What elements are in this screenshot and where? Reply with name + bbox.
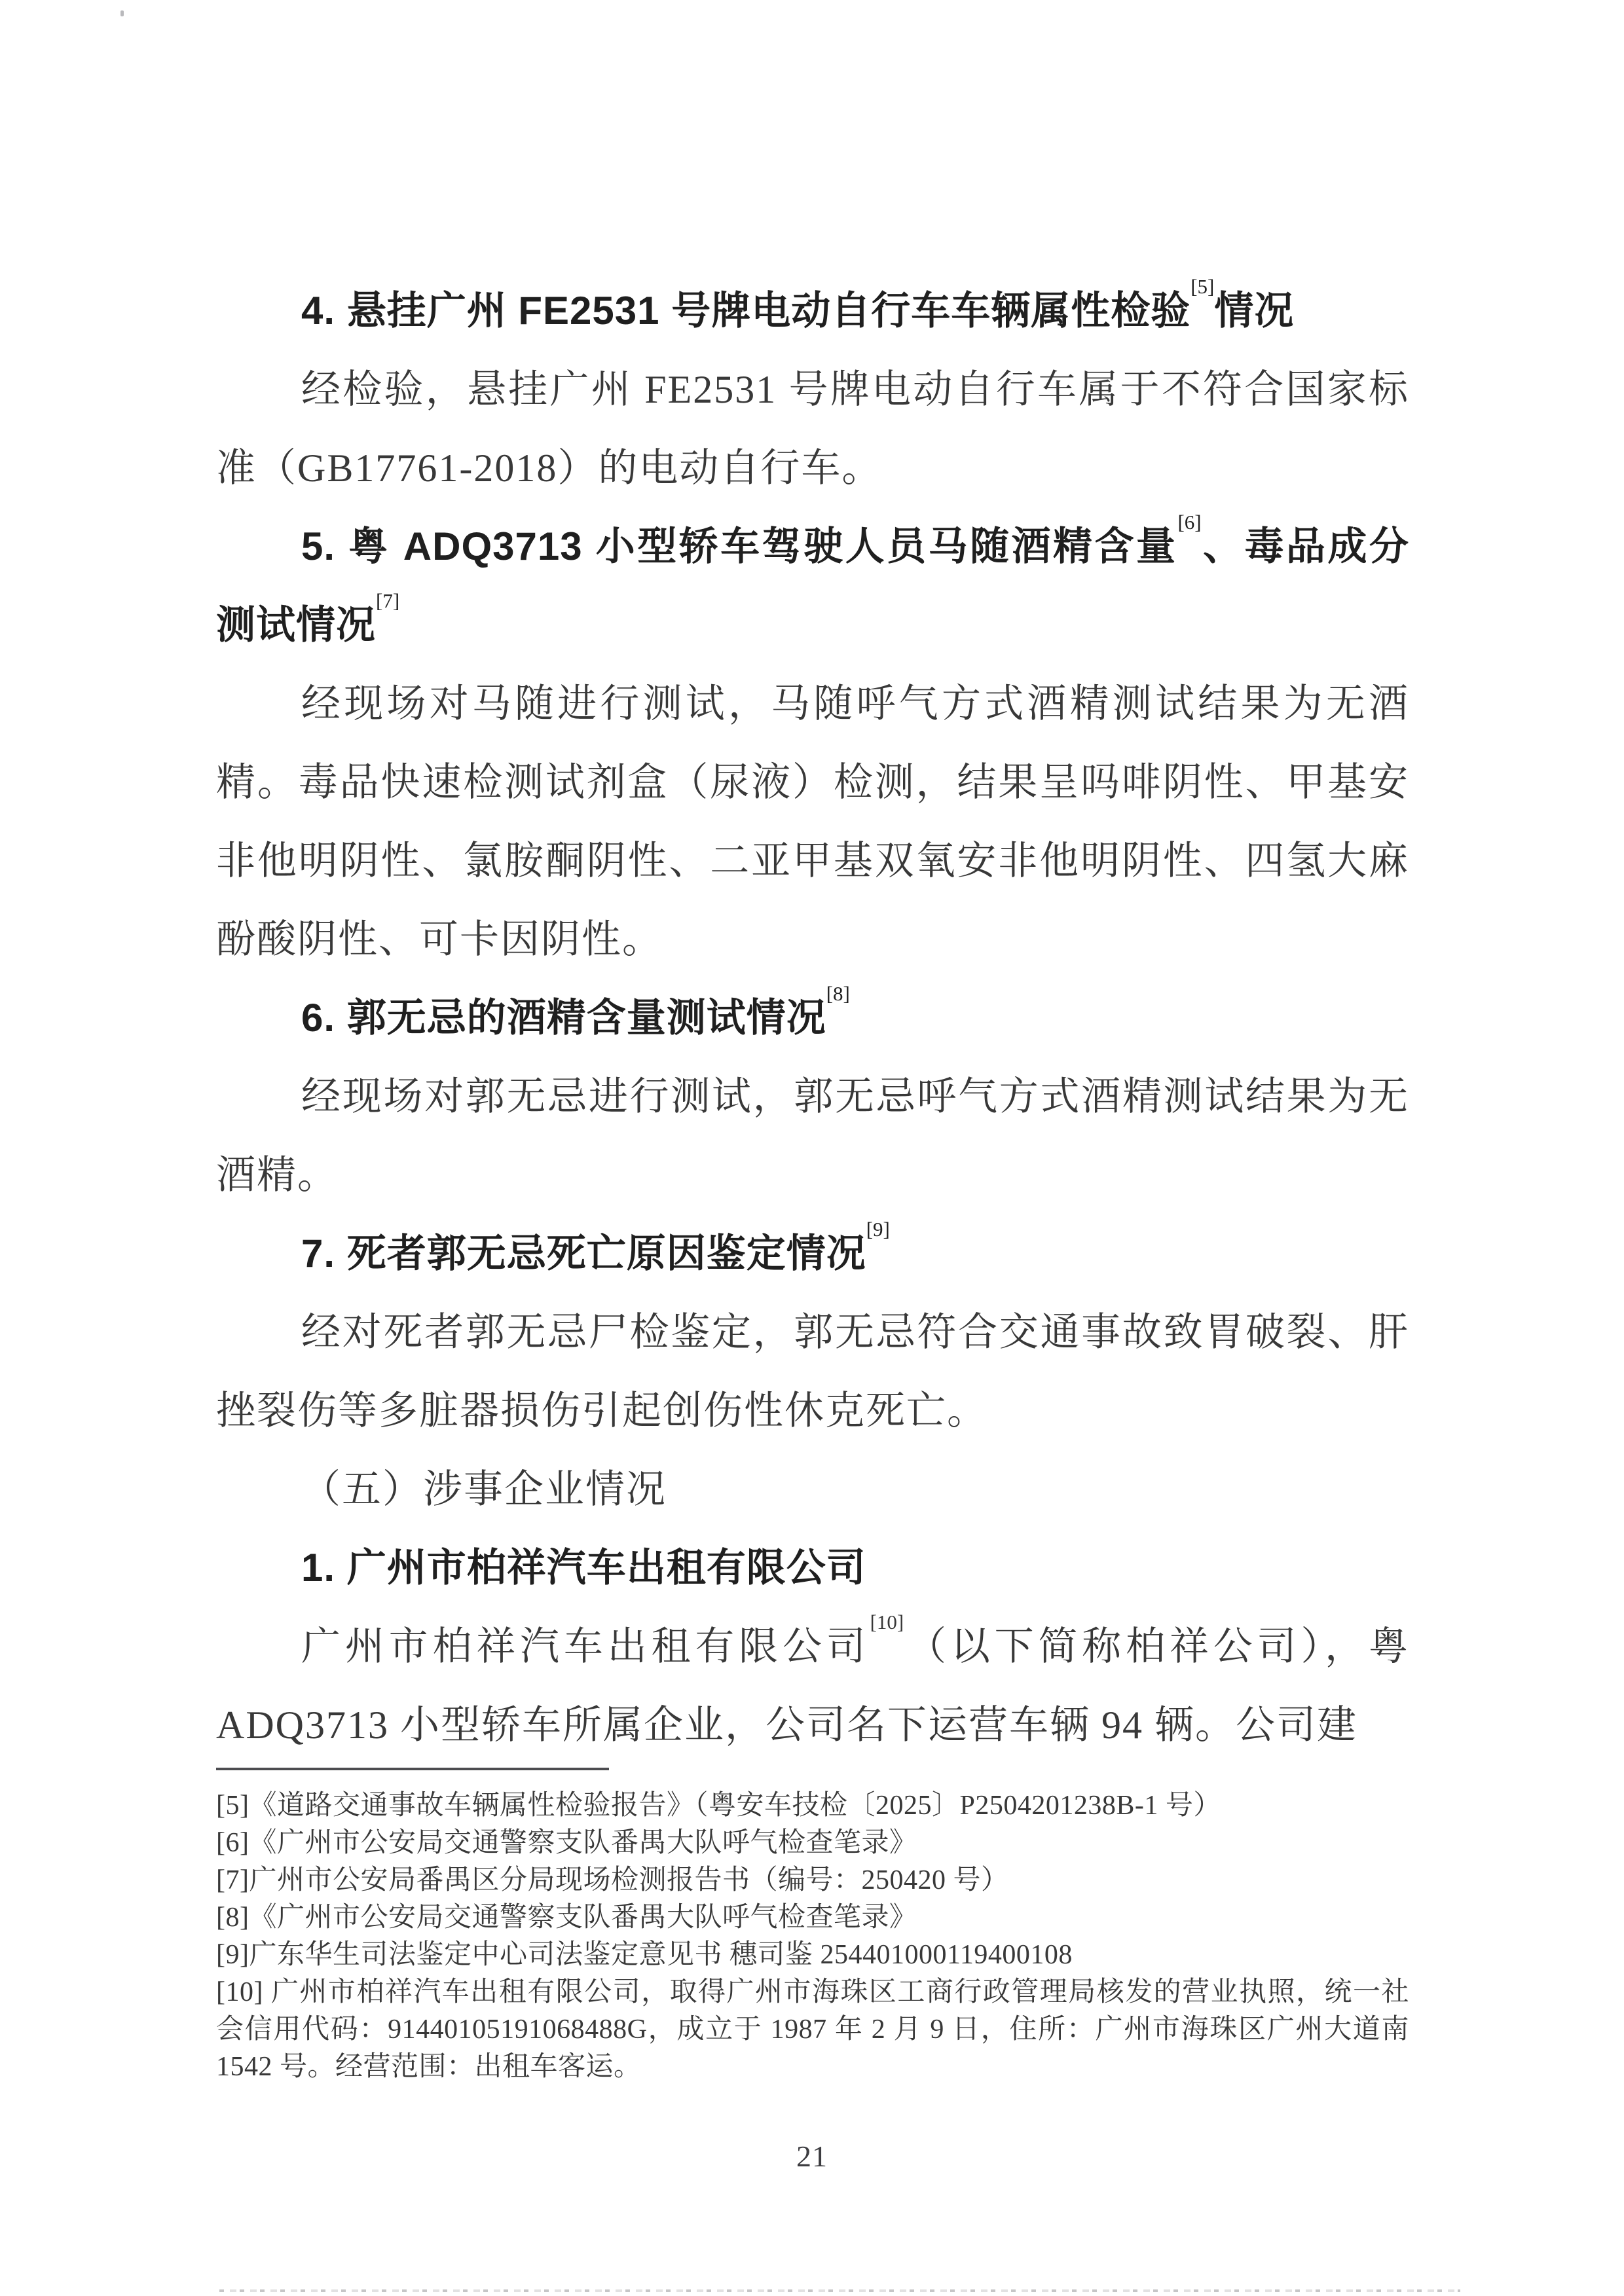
footnote-ref-6: [6] [1177,511,1202,534]
heading-4-text: 4. 悬挂广州 FE2531 号牌电动自行车车辆属性检验 [301,289,1191,333]
page-number: 21 [796,2140,828,2173]
heading-6-text: 6. 郭无忌的酒精含量测试情况 [301,996,826,1040]
paragraph-guowuji-alcohol-test: 经现场对郭无忌进行测试，郭无忌呼气方式酒精测试结果为无酒精。 [216,1075,1409,1197]
footnote-6-label: [6] [216,1828,249,1858]
footnote-7-label: [7] [216,1865,249,1895]
heading-company-1: 1. 广州市柏祥汽车出租有限公司 [301,1546,866,1590]
scan-noise-bottom-edge [219,2289,1460,2292]
footnote-9-label: [9] [216,1940,249,1970]
footnote-7 [216,1862,1409,1899]
heading-section-4 [216,272,1409,350]
scan-speck-top [120,10,124,16]
heading-5-text-mid: 、毒品成分测试情况 [216,524,1409,647]
page-body [216,272,1409,1764]
footnote-ref-9: [9] [866,1218,890,1241]
heading-4-text-tail: 情况 [1214,289,1295,333]
footnote-8 [216,1899,1409,1937]
paragraph-death-cause: 经对死者郭无忌尸检鉴定，郭无忌符合交通事故致胃破裂、肝挫裂伤等多脏器损伤引起创伤性休克死亡。 [216,1311,1409,1432]
footnote-6-text: 《广州市公安局交通警察支队番禺大队呼气检查笔录》 [249,1828,917,1858]
heading-section-7 [216,1214,1409,1293]
footnote-5 [216,1787,1409,1825]
subheading-section-5-enterprises: （五）涉事企业情况 [301,1468,667,1511]
footnote-6 [216,1825,1409,1862]
heading-7-text: 7. 死者郭无忌死亡原因鉴定情况 [301,1231,866,1275]
heading-section-6 [216,979,1409,1057]
heading-5-text: 5. 粤 ADQ3713 小型轿车驾驶人员马随酒精含量 [301,524,1178,568]
footnote-10-text: 广州市柏祥汽车出租有限公司，取得广州市海珠区工商行政管理局核发的营业执照，统一社会信用代码：91440105191068488G，成立于 1987 年 2 月 9 日，住所：广州市海珠区广州大道南 1542 号。经营范围：出租车客运。 [216,1977,1409,2082]
paragraph-driver-alcohol-drug-test: 经现场对马随进行测试，马随呼气方式酒精测试结果为无酒精。毒品快速检测试剂盒（尿液）检测，结果呈吗啡阴性、甲基安非他明阴性、氯胺酮阴性、二亚甲基双氧安非他明阴性、四氢大麻酚酸阴性、可卡因阴性。 [216,682,1409,961]
footnote-ref-5: [5] [1190,275,1215,298]
footnote-8-text: 《广州市公安局交通警察支队番禺大队呼气检查笔录》 [249,1903,917,1933]
footnote-ref-8: [8] [826,982,850,1005]
footnote-ref-10: [10] [870,1611,904,1633]
footnote-5-text: 《道路交通事故车辆属性检验报告》（粤安车技检〔2025〕P2504201238B-1 号） [249,1791,1221,1821]
company-paragraph-text-tail: （以下简称柏祥公司），粤 ADQ3713 小型轿车所属企业，公司名下运营车辆 94 辆。公司建 [216,1625,1409,1747]
paragraph-company-info [216,1607,1409,1764]
footnote-9-text: 广东华生司法鉴定中心司法鉴定意见书 穗司鉴 254401000119400108 [249,1940,1073,1970]
footnote-9 [216,1937,1409,1974]
company-paragraph-text: 广州市柏祥汽车出租有限公司 [301,1625,870,1668]
paragraph-vehicle-inspection: 经检验，悬挂广州 FE2531 号牌电动自行车属于不符合国家标准（GB17761-2018）的电动自行车。 [216,368,1409,490]
footnote-5-label: [5] [216,1791,249,1821]
footnote-ref-7: [7] [376,589,400,612]
footnote-10-label: [10] [216,1977,263,2007]
footnote-8-label: [8] [216,1903,249,1933]
heading-section-5 [216,507,1409,665]
footnote-separator-rule [216,1768,609,1770]
footnote-7-text: 广州市公安局番禺区分局现场检测报告书（编号：250420 号） [249,1865,1009,1895]
footnote-area [216,1768,1409,2086]
footnote-10 [216,1974,1409,2086]
